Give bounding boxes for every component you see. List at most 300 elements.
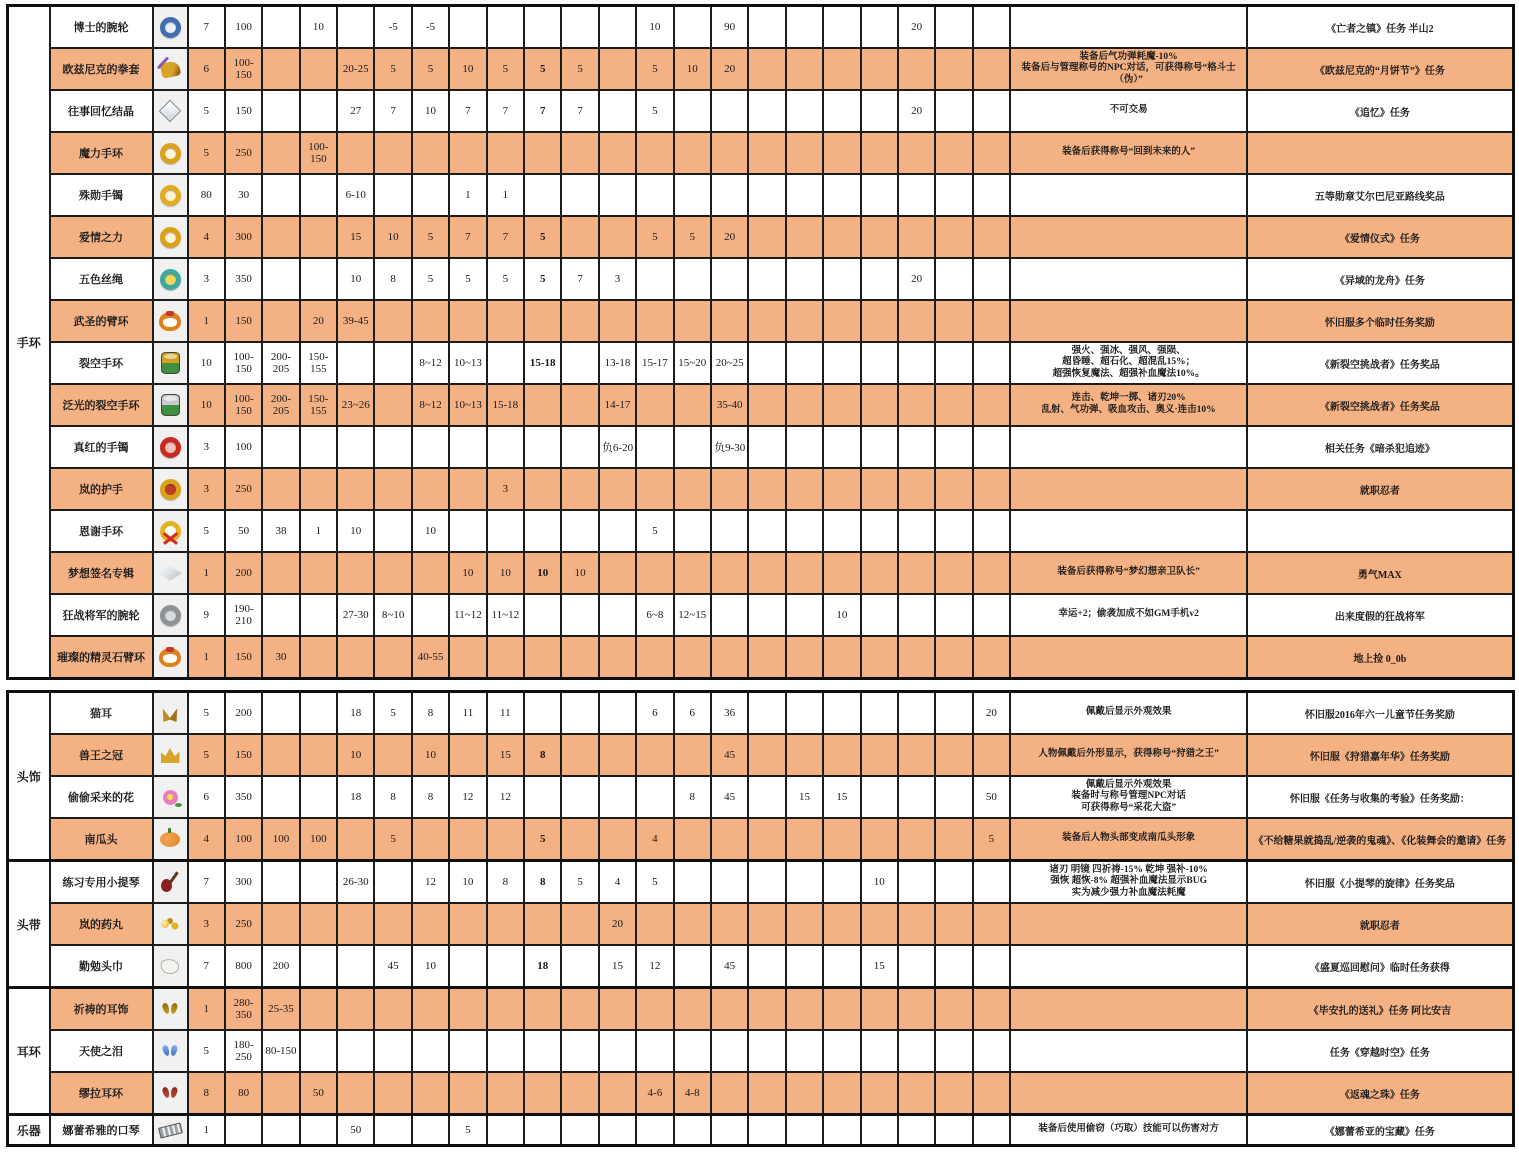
stat-cell: 200-205 <box>262 342 299 384</box>
source-cell: 任务《穿越时空》任务 <box>1247 1030 1513 1072</box>
stat-cell-empty <box>786 384 823 426</box>
stat-cell: 8 <box>412 692 449 735</box>
stat-cell: 5 <box>561 48 598 90</box>
stat-cell-empty <box>337 342 374 384</box>
item-row <box>8 132 1514 174</box>
stat-cell-empty <box>561 734 598 776</box>
stat-cell-empty <box>449 468 486 510</box>
stat-cell: 8~10 <box>374 594 411 636</box>
stat-cell: 8 <box>524 734 561 776</box>
stat-cell-empty <box>599 552 636 594</box>
notes-cell <box>1010 384 1247 426</box>
stat-cell: 10 <box>374 216 411 258</box>
stat-cell-empty <box>711 552 748 594</box>
stat-cell-empty <box>300 216 337 258</box>
stat-cell-empty <box>561 216 598 258</box>
stat-cell-empty <box>823 90 860 132</box>
stat-cell: 15-18 <box>487 384 524 426</box>
stat-cell: 100 <box>262 818 299 861</box>
stat-cell-empty <box>748 945 785 988</box>
stat-cell: 20 <box>898 90 935 132</box>
item-name-cell: 璀璨的精灵石臂环 <box>50 636 153 679</box>
stat-cell-empty <box>786 468 823 510</box>
stat-cell-empty <box>823 342 860 384</box>
stat-cell: 5 <box>412 216 449 258</box>
stat-cell: 10~13 <box>449 384 486 426</box>
stat-cell-empty <box>374 734 411 776</box>
stat-cell-empty <box>337 426 374 468</box>
stat-cell: 10 <box>861 861 898 904</box>
stat-cell-empty <box>300 594 337 636</box>
stat-cell-empty <box>786 945 823 988</box>
stat-cell-empty <box>748 6 785 49</box>
stat-cell-empty <box>935 903 972 945</box>
stat-cell-empty <box>262 692 299 735</box>
stat-cell-empty <box>861 258 898 300</box>
stat-cell-empty <box>823 132 860 174</box>
stat-cell: 25-35 <box>262 988 299 1031</box>
notes-line: 连击、乾坤一掷、诸刃20% <box>1071 393 1186 404</box>
item-row <box>8 903 1514 945</box>
item-icon-cell <box>153 216 188 258</box>
source-cell: 《欧兹尼克的“月饼节”》任务 <box>1247 48 1513 90</box>
stat-cell: 12 <box>487 776 524 818</box>
stat-cell-empty <box>674 636 711 679</box>
stat-cell-empty <box>636 258 673 300</box>
stat-cell-empty <box>561 300 598 342</box>
stat-cell: 250 <box>225 132 262 174</box>
stat-cell-empty <box>898 818 935 861</box>
stat-cell: 10 <box>412 734 449 776</box>
stat-cell-empty <box>748 342 785 384</box>
stat-cell-empty <box>636 988 673 1031</box>
stat-cell-empty <box>935 552 972 594</box>
stat-cell-empty <box>711 510 748 552</box>
notes-cell <box>1010 510 1247 552</box>
stat-cell: 9 <box>188 594 225 636</box>
stat-cell-empty <box>636 384 673 426</box>
source-cell: 就职忍者 <box>1247 903 1513 945</box>
stat-cell-empty <box>935 258 972 300</box>
stat-cell-empty <box>823 945 860 988</box>
stat-cell: 30 <box>225 174 262 216</box>
stat-cell-empty <box>449 132 486 174</box>
stat-cell-empty <box>599 734 636 776</box>
item-icon-cell <box>153 132 188 174</box>
stat-cell: 4 <box>636 818 673 861</box>
stat-cell: 1 <box>487 174 524 216</box>
headscarf-icon <box>160 958 180 975</box>
stat-cell: 18 <box>524 945 561 988</box>
stat-cell-empty <box>337 468 374 510</box>
stat-cell-empty <box>973 384 1010 426</box>
stat-cell-empty <box>898 468 935 510</box>
stat-cell-empty <box>935 48 972 90</box>
item-name-cell: 魔力手环 <box>50 132 153 174</box>
stat-cell-empty <box>262 734 299 776</box>
stat-cell-empty <box>524 776 561 818</box>
stat-cell: 12 <box>412 861 449 904</box>
stat-cell: 18 <box>337 692 374 735</box>
stat-cell-empty <box>861 1030 898 1072</box>
stat-cell: 12 <box>449 776 486 818</box>
stat-cell: 5 <box>188 510 225 552</box>
stat-cell-empty <box>823 636 860 679</box>
stat-cell-empty <box>748 510 785 552</box>
stat-cell-empty <box>973 426 1010 468</box>
item-icon-cell <box>153 1030 188 1072</box>
stat-cell-empty <box>786 1072 823 1115</box>
stat-cell-empty <box>374 861 411 904</box>
stat-cell-empty <box>748 1115 785 1146</box>
stat-cell-empty <box>973 468 1010 510</box>
item-row <box>8 636 1514 679</box>
stat-cell: 7 <box>487 90 524 132</box>
notes-cell <box>1010 468 1247 510</box>
stat-cell-empty <box>823 258 860 300</box>
stat-cell: 8 <box>374 776 411 818</box>
item-row <box>8 342 1514 384</box>
source-cell: 《爱情仪式》任务 <box>1247 216 1513 258</box>
stat-cell-empty <box>898 216 935 258</box>
stat-cell-empty <box>524 384 561 426</box>
stat-cell: 10 <box>337 734 374 776</box>
stat-cell: 5 <box>636 216 673 258</box>
stat-cell-empty <box>823 988 860 1031</box>
item-icon-cell <box>153 818 188 861</box>
stat-cell-empty <box>337 1030 374 1072</box>
stat-cell-empty <box>487 636 524 679</box>
notes-cell <box>1010 300 1247 342</box>
stat-cell: 10~13 <box>449 342 486 384</box>
stat-cell-empty <box>786 132 823 174</box>
stat-cell: 5 <box>636 510 673 552</box>
stat-cell-empty <box>898 426 935 468</box>
stat-cell-empty <box>599 988 636 1031</box>
stat-cell-empty <box>524 1072 561 1115</box>
stat-cell-empty <box>935 174 972 216</box>
stat-cell-empty <box>449 903 486 945</box>
item-icon-cell <box>153 6 188 49</box>
item-icon-cell <box>153 258 188 300</box>
stat-cell-empty <box>449 1072 486 1115</box>
stat-cell: 1 <box>188 300 225 342</box>
stat-cell-empty <box>599 1072 636 1115</box>
stat-cell-empty <box>412 132 449 174</box>
stat-cell-empty <box>449 510 486 552</box>
notes-cell <box>1010 734 1247 776</box>
stat-cell-empty <box>636 903 673 945</box>
item-icon-cell <box>153 903 188 945</box>
stat-cell-empty <box>861 300 898 342</box>
stat-cell-empty <box>861 426 898 468</box>
stat-cell-empty <box>861 818 898 861</box>
stat-cell-empty <box>898 1072 935 1115</box>
stat-cell-empty <box>561 1115 598 1146</box>
stat-cell: 7 <box>188 6 225 49</box>
stat-cell-empty <box>674 258 711 300</box>
stat-cell-empty <box>898 510 935 552</box>
stat-cell-empty <box>374 174 411 216</box>
stat-cell-empty <box>636 776 673 818</box>
stat-cell: 8 <box>374 258 411 300</box>
stat-cell-empty <box>786 988 823 1031</box>
item-row <box>8 426 1514 468</box>
stat-cell: 4-8 <box>674 1072 711 1115</box>
stat-cell-empty <box>262 426 299 468</box>
stat-cell-empty <box>561 342 598 384</box>
notes-cell <box>1010 174 1247 216</box>
stat-cell-empty <box>786 216 823 258</box>
stat-cell-empty <box>861 776 898 818</box>
stat-cell: 10 <box>300 6 337 49</box>
stat-cell-empty <box>487 945 524 988</box>
stat-cell: 12 <box>636 945 673 988</box>
item-icon-cell <box>153 90 188 132</box>
stat-cell: 10 <box>561 552 598 594</box>
stat-cell-empty <box>861 216 898 258</box>
stat-cell-empty <box>786 594 823 636</box>
stat-cell-empty <box>300 426 337 468</box>
stat-cell: 6 <box>636 692 673 735</box>
stat-cell-empty <box>674 300 711 342</box>
stat-cell: 20 <box>599 903 636 945</box>
stat-cell-empty <box>636 552 673 594</box>
stat-cell-empty <box>599 776 636 818</box>
stat-cell: 20 <box>973 692 1010 735</box>
source-cell: 《盛夏巡回慰问》临时任务获得 <box>1247 945 1513 988</box>
stat-cell-empty <box>861 988 898 1031</box>
stat-cell-empty <box>935 1072 972 1115</box>
stat-cell: 5 <box>449 258 486 300</box>
ribbon-ring-icon <box>160 521 181 542</box>
stat-cell-empty <box>711 468 748 510</box>
item-row <box>8 988 1514 1031</box>
stat-cell: 14-17 <box>599 384 636 426</box>
stat-cell-empty <box>599 1115 636 1146</box>
stat-cell-empty <box>599 468 636 510</box>
item-icon-cell <box>153 48 188 90</box>
stat-cell-empty <box>898 776 935 818</box>
stat-cell-empty <box>561 426 598 468</box>
stat-cell: 5 <box>188 1030 225 1072</box>
stat-cell-empty <box>823 818 860 861</box>
stat-cell-empty <box>636 468 673 510</box>
stat-cell: 5 <box>674 216 711 258</box>
item-row <box>8 258 1514 300</box>
stat-cell: 100-150 <box>225 342 262 384</box>
stat-cell: 80 <box>188 174 225 216</box>
stat-cell-empty <box>786 1030 823 1072</box>
notes-line: 强火、强冰、强风、强陨、 <box>1071 345 1186 356</box>
stat-cell: 150 <box>225 300 262 342</box>
stat-cell-empty <box>449 1030 486 1072</box>
notes-line: 佩戴后显示外观效果 <box>1085 707 1172 718</box>
stat-cell: 90 <box>711 6 748 49</box>
stat-cell: 200 <box>225 692 262 735</box>
stat-cell-empty <box>898 342 935 384</box>
stat-cell-empty <box>412 818 449 861</box>
stat-cell-empty <box>935 776 972 818</box>
stat-cell: 1 <box>449 174 486 216</box>
stat-cell-empty <box>674 384 711 426</box>
stat-cell-empty <box>262 1072 299 1115</box>
notes-line: 诸刃 明镜 四祈祷-15% 乾坤 强补-10% <box>1049 864 1208 875</box>
stat-cell-empty <box>823 174 860 216</box>
stat-cell-empty <box>898 903 935 945</box>
stat-cell-empty <box>449 818 486 861</box>
stat-cell: 1 <box>188 636 225 679</box>
item-name-cell: 殊勋手镯 <box>50 174 153 216</box>
stat-cell-empty <box>636 174 673 216</box>
ring-icon <box>160 269 181 290</box>
item-icon-cell <box>153 636 188 679</box>
stat-cell-empty <box>786 48 823 90</box>
stat-cell-empty <box>300 945 337 988</box>
stat-cell-empty <box>823 48 860 90</box>
stat-cell: 8 <box>674 776 711 818</box>
item-icon-cell <box>153 1072 188 1115</box>
stat-cell: 80 <box>225 1072 262 1115</box>
glove-icon <box>159 60 181 79</box>
item-row <box>8 945 1514 988</box>
stat-cell-empty <box>711 636 748 679</box>
notes-cell <box>1010 945 1247 988</box>
stat-cell: 100-150 <box>225 48 262 90</box>
notes-cell <box>1010 1030 1247 1072</box>
source-cell: 怀旧服2016年六一儿童节任务奖励 <box>1247 692 1513 735</box>
stat-cell-empty <box>748 468 785 510</box>
earring-icon <box>160 1043 180 1059</box>
stat-cell-empty <box>262 552 299 594</box>
stat-cell-empty <box>374 510 411 552</box>
stat-cell-empty <box>487 510 524 552</box>
stat-cell: 5 <box>524 48 561 90</box>
stat-cell-empty <box>861 132 898 174</box>
stat-cell-empty <box>674 174 711 216</box>
notes-cell <box>1010 818 1247 861</box>
stat-cell-empty <box>300 1115 337 1146</box>
stat-cell-empty <box>935 734 972 776</box>
stat-cell: 20 <box>711 216 748 258</box>
stat-cell: 15-17 <box>636 342 673 384</box>
stat-cell: 10 <box>524 552 561 594</box>
stat-cell-empty <box>561 174 598 216</box>
stat-cell: 4-6 <box>636 1072 673 1115</box>
stat-cell-empty <box>748 594 785 636</box>
stat-cell-empty <box>449 945 486 988</box>
stat-cell: 3 <box>188 426 225 468</box>
stat-cell-empty <box>935 342 972 384</box>
stat-cell-empty <box>898 1115 935 1146</box>
stat-cell: 15~20 <box>674 342 711 384</box>
stat-cell: 5 <box>561 861 598 904</box>
notes-cell <box>1010 594 1247 636</box>
item-icon-cell <box>153 945 188 988</box>
stat-cell-empty <box>262 258 299 300</box>
stat-cell-empty <box>636 426 673 468</box>
stat-cell-empty <box>599 510 636 552</box>
stat-cell-empty <box>374 384 411 426</box>
stat-cell-empty <box>374 300 411 342</box>
stat-cell-empty <box>748 636 785 679</box>
stat-cell-empty <box>337 945 374 988</box>
stat-cell: 5 <box>449 1115 486 1146</box>
stat-cell-empty <box>711 1030 748 1072</box>
pumpkin-icon <box>160 832 180 847</box>
stat-cell-empty <box>935 945 972 988</box>
stat-cell-empty <box>262 776 299 818</box>
stat-cell: 300 <box>225 216 262 258</box>
notes-cell <box>1010 692 1247 735</box>
item-name-cell: 祈祷的耳饰 <box>50 988 153 1031</box>
stat-cell: 150 <box>225 90 262 132</box>
stat-cell: 6 <box>188 48 225 90</box>
notes-line: 装备后人物头部变成南瓜头形象 <box>1062 833 1196 844</box>
stat-cell-empty <box>935 216 972 258</box>
stat-cell-empty <box>674 1030 711 1072</box>
earring-icon <box>160 1001 180 1017</box>
source-cell: 怀旧服《任务与收集的考验》任务奖励： <box>1247 776 1513 818</box>
stat-cell: 7 <box>188 861 225 904</box>
stat-cell: 10 <box>337 510 374 552</box>
stat-cell: 45 <box>711 945 748 988</box>
notes-line: 佩戴后显示外观效果 <box>1085 779 1172 790</box>
item-name-cell: 兽王之冠 <box>50 734 153 776</box>
stat-cell: 10 <box>449 48 486 90</box>
category-label: 耳环 <box>8 988 50 1115</box>
stat-cell-empty <box>599 216 636 258</box>
stat-cell-empty <box>674 1115 711 1146</box>
stat-cell-empty <box>748 300 785 342</box>
stat-cell-empty <box>973 510 1010 552</box>
stat-cell-empty <box>524 1115 561 1146</box>
stat-cell-empty <box>973 300 1010 342</box>
stat-cell-empty <box>748 216 785 258</box>
stat-cell-empty <box>711 903 748 945</box>
item-icon-cell <box>153 692 188 735</box>
stat-cell-empty <box>861 594 898 636</box>
stat-cell-empty <box>786 861 823 904</box>
stat-cell: 300 <box>225 861 262 904</box>
stat-cell-empty <box>674 988 711 1031</box>
source-cell: 《亡者之镇》任务 半山2 <box>1247 6 1513 49</box>
stat-cell-empty <box>973 174 1010 216</box>
stat-cell-empty <box>935 636 972 679</box>
stat-cell-empty <box>262 903 299 945</box>
stat-cell-empty <box>487 6 524 49</box>
stat-cell-empty <box>786 342 823 384</box>
stat-cell-empty <box>300 636 337 679</box>
stat-cell-empty <box>561 384 598 426</box>
stat-cell-empty <box>823 1072 860 1115</box>
stat-cell: 5 <box>412 48 449 90</box>
item-name-cell: 狂战将军的腕轮 <box>50 594 153 636</box>
item-name-cell: 天使之泪 <box>50 1030 153 1072</box>
stat-cell-empty <box>748 132 785 174</box>
notes-cell <box>1010 988 1247 1031</box>
stat-cell-empty <box>748 258 785 300</box>
stat-cell: 35-40 <box>711 384 748 426</box>
stat-cell: 7 <box>524 90 561 132</box>
stat-cell-empty <box>748 692 785 735</box>
item-name-cell: 岚的药丸 <box>50 903 153 945</box>
source-cell: 怀旧服多个临时任务奖励 <box>1247 300 1513 342</box>
item-icon-cell <box>153 988 188 1031</box>
crown-icon <box>161 747 180 763</box>
item-name-cell: 缪拉耳环 <box>50 1072 153 1115</box>
item-name-cell: 武圣的臂环 <box>50 300 153 342</box>
